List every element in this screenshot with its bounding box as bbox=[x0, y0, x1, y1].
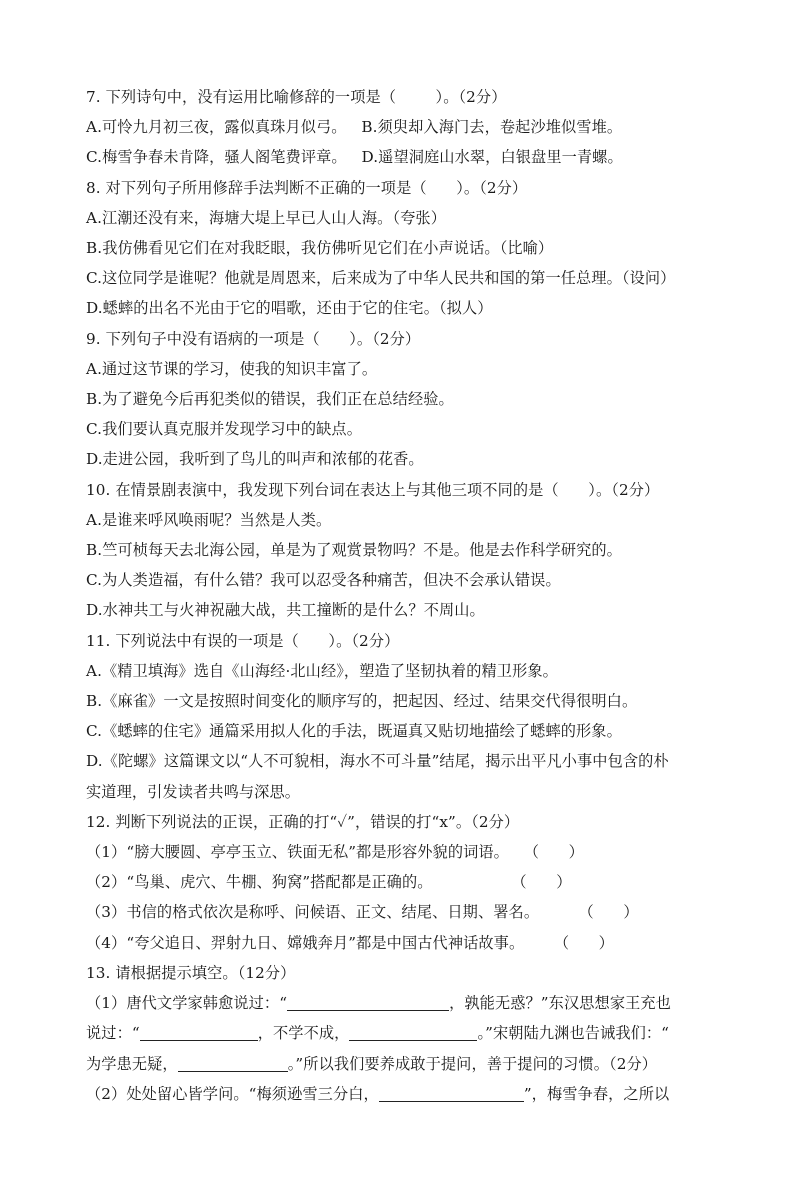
exam-page bbox=[86, 82, 726, 1109]
q13-text: 。”所以我们要养成敢于提问，善于提问的习惯。（2分） bbox=[287, 1054, 658, 1073]
question-12-item-1: （1）“膀大腰圆、亭亭玉立、铁面无私”都是形容外貌的词语。 （ ） bbox=[86, 843, 584, 862]
question-11-option-a: A.《精卫填海》选自《山海经·北山经》，塑造了坚韧执着的精卫形象。 bbox=[86, 661, 558, 680]
question-13-line-4 bbox=[86, 1079, 726, 1109]
question-7-stem: 7. 下列诗句中，没有运用比喻修辞的一项是（ ）。（2分） bbox=[86, 88, 507, 106]
question-9-option-d: D.走进公园，我听到了鸟儿的叫声和浓郁的花香。 bbox=[86, 450, 424, 469]
question-11-stem: 11. 下列说法中有误的一项是（ ）。（2分） bbox=[86, 631, 400, 650]
question-8-stem: 8. 对下列句子所用修辞手法判断不正确的一项是（ ）。（2分） bbox=[86, 178, 528, 197]
q13-text: 。”宋朝陆九渊也告诫我们：“ bbox=[477, 1024, 670, 1043]
q13-text: （1）唐代文学家韩愈说过：“ bbox=[86, 994, 288, 1013]
question-13-stem: 13. 请根据提示填空。（12分） bbox=[86, 963, 296, 982]
fill-blank[interactable] bbox=[379, 1083, 524, 1102]
question-8-option-d: D.蟋蟀的出名不光由于它的唱歌，还由于它的住宅。（拟人） bbox=[86, 299, 493, 318]
question-9-option-a: A.通过这节课的学习，使我的知识丰富了。 bbox=[86, 359, 378, 378]
question-10-option-a: A.是谁来呼风唤雨呢？当然是人类。 bbox=[86, 510, 332, 529]
question-8-option-a: A.江潮还没有来，海塘大堤上早已人山人海。（夸张） bbox=[86, 208, 447, 227]
q13-text: （2）处处留心皆学问。“梅须逊雪三分白， bbox=[86, 1084, 379, 1103]
question-13-line-3 bbox=[86, 1049, 726, 1079]
q13-text: 为学患无疑， bbox=[86, 1054, 178, 1073]
question-9-option-c: C.我们要认真克服并发现学习中的缺点。 bbox=[86, 420, 362, 439]
question-11-option-d: D.《陀螺》这篇课文以“人不可貌相，海水不可斗量”结尾，揭示出平凡小事中包含的朴 bbox=[86, 752, 669, 771]
q13-text: ”，梅雪争春，之所以 bbox=[523, 1084, 670, 1103]
q13-text: ，孰能无惑？”东汉思想家王充也 bbox=[449, 994, 671, 1013]
fill-blank[interactable] bbox=[140, 1022, 258, 1041]
question-10-option-b: B.竺可桢每天去北海公园，单是为了观赏景物吗？不是。他是去作科学研究的。 bbox=[86, 541, 622, 560]
question-9-option-b: B.为了避免今后再犯类似的错误，我们正在总结经验。 bbox=[86, 390, 454, 409]
question-9-stem: 9. 下列句子中没有语病的一项是（ ）。（2分） bbox=[86, 329, 421, 348]
question-8-option-c: C.这位同学是谁呢？他就是周恩来，后来成为了中华人民共和国的第一任总理。（设问） bbox=[86, 269, 676, 288]
fill-blank[interactable] bbox=[287, 992, 449, 1011]
question-7-options-cd: C.梅雪争春未肯降，骚人阁笔费评章。 D.遥望洞庭山水翠，白银盘里一青螺。 bbox=[86, 148, 623, 167]
question-13-line-2 bbox=[86, 1018, 726, 1048]
fill-blank[interactable] bbox=[178, 1053, 288, 1072]
question-11-option-b: B.《麻雀》一文是按照时间变化的顺序写的，把起因、经过、结果交代得很明白。 bbox=[86, 692, 638, 711]
question-12-item-2: （2）“鸟巢、虎穴、牛棚、狗窝”搭配都是正确的。 （ ） bbox=[86, 873, 572, 892]
question-10-option-c: C.为人类造福，有什么错？我可以忍受各种痛苦，但决不会承认错误。 bbox=[86, 571, 561, 590]
question-12-stem: 12. 判断下列说法的正误，正确的打“✓”，错误的打“x”。（2分） bbox=[86, 812, 520, 831]
question-12-item-4: （4）“夸父追日、羿射九日、嫦娥奔月”都是中国古代神话故事。 （ ） bbox=[86, 933, 614, 952]
question-10-option-d: D.水神共工与火神祝融大战，共工撞断的是什么？不周山。 bbox=[86, 601, 485, 620]
question-11-option-d-continued: 实道理，引发读者共鸣与深思。 bbox=[86, 782, 301, 801]
question-8-option-b: B.我仿佛看见它们在对我眨眼，我仿佛听见它们在小声说话。（比喻） bbox=[86, 239, 554, 258]
question-13-line-1 bbox=[86, 988, 726, 1018]
q13-text: 说过：“ bbox=[86, 1024, 140, 1043]
fill-blank[interactable] bbox=[349, 1022, 477, 1041]
question-11-option-c: C.《蟋蟀的住宅》通篇采用拟人化的手法，既逼真又贴切地描绘了蟋蟀的形象。 bbox=[86, 722, 622, 741]
question-10-stem: 10. 在情景剧表演中，我发现下列台词在表达上与其他三项不同的是（ ）。（2分） bbox=[86, 480, 660, 499]
question-12-item-3: （3）书信的格式依次是称呼、问候语、正文、结尾、日期、署名。 （ ） bbox=[86, 903, 639, 922]
question-7-options-ab: A.可怜九月初三夜，露似真珠月似弓。 B.须臾却入海门去，卷起沙堆似雪堆。 bbox=[86, 118, 623, 137]
q13-text: ，不学不成， bbox=[257, 1024, 350, 1043]
